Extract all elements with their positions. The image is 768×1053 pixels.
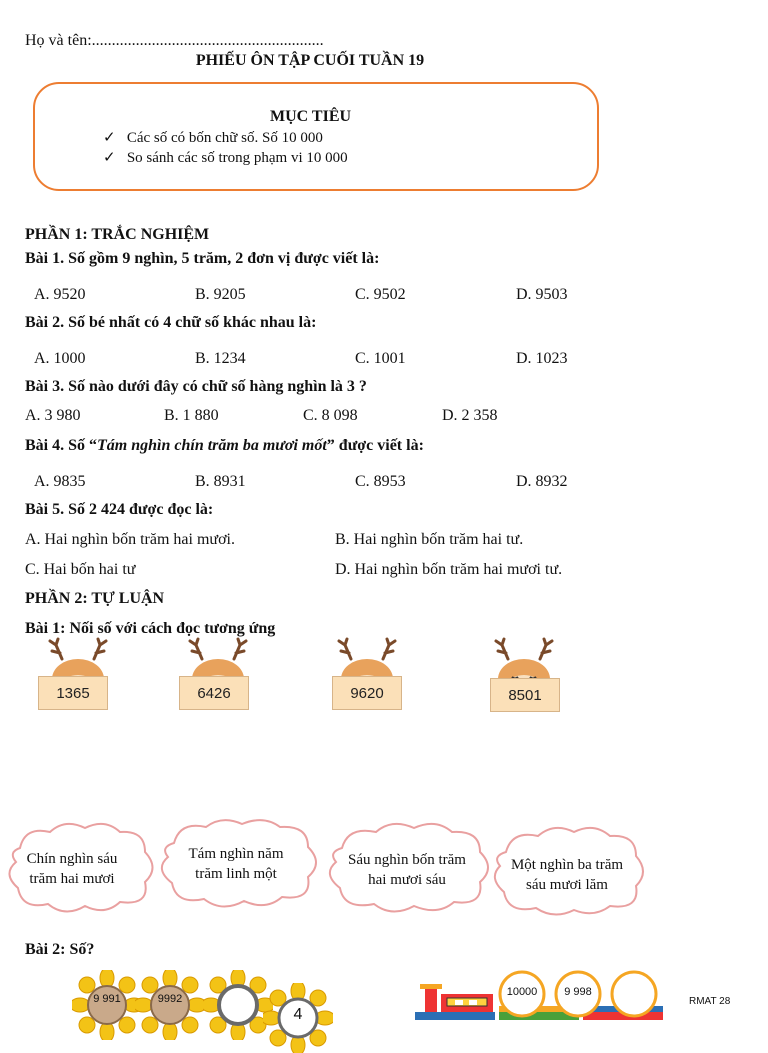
check-icon: ✓ bbox=[103, 150, 116, 166]
q2-option-b: B. 1234 bbox=[195, 350, 246, 367]
reading-line: Chín nghìn sáu bbox=[26, 851, 118, 867]
q4-text-italic: Tám nghìn chín trăm ba mươi mốt bbox=[97, 437, 327, 454]
train-car-value-2: 9 998 bbox=[564, 986, 592, 998]
q4-option-b: B. 8931 bbox=[195, 473, 246, 490]
q3-option-d: D. 2 358 bbox=[442, 407, 498, 424]
question-4 bbox=[25, 437, 424, 455]
q4-text-before: Bài 4. Số “ bbox=[25, 437, 98, 454]
reading-card-3[interactable] bbox=[332, 850, 482, 890]
question-5: Bài 5. Số 2 424 được đọc là: bbox=[25, 501, 214, 518]
name-line: Họ và tên:.......................................................... bbox=[25, 32, 324, 49]
q1-option-b: B. 9205 bbox=[195, 286, 246, 303]
goals-heading: MỤC TIÊU bbox=[270, 108, 352, 125]
number-card-1[interactable]: 1365 bbox=[38, 676, 108, 710]
q2-option-a: A. 1000 bbox=[34, 350, 86, 367]
q1-option-c: C. 9502 bbox=[355, 286, 406, 303]
q5-option-c: C. Hai bốn hai tư bbox=[25, 561, 136, 578]
footer-code: RMAT 28 bbox=[689, 996, 731, 1007]
reading-card-1[interactable] bbox=[8, 849, 136, 889]
q2-option-c: C. 1001 bbox=[355, 350, 406, 367]
q5-option-d: D. Hai nghìn bốn trăm hai mươi tư. bbox=[335, 561, 563, 578]
check-icon: ✓ bbox=[103, 130, 116, 146]
train-car-value-1: 10000 bbox=[506, 986, 538, 998]
flower-value-1: 9 991 bbox=[93, 993, 121, 1005]
question-3: Bài 3. Số nào dưới đây có chữ số hàng nghìn là 3 ? bbox=[25, 378, 367, 395]
sunflower-icon bbox=[135, 970, 205, 1040]
reading-line: sáu mươi lăm bbox=[526, 877, 608, 893]
q4-option-a: A. 9835 bbox=[34, 473, 86, 490]
reading-line: Tám nghìn năm bbox=[188, 846, 284, 862]
q3-option-b: B. 1 880 bbox=[164, 407, 219, 424]
q3-option-c: C. 8 098 bbox=[303, 407, 358, 424]
question-2: Bài 2. Số bé nhất có 4 chữ số khác nhau là: bbox=[25, 314, 317, 331]
reading-card-2[interactable] bbox=[172, 844, 300, 884]
reading-line: Một nghìn ba trăm bbox=[510, 857, 624, 873]
number-card-2[interactable]: 6426 bbox=[179, 676, 249, 710]
part1-title: PHẦN 1: TRẮC NGHIỆM bbox=[25, 226, 210, 243]
sunflower-icon bbox=[72, 970, 142, 1040]
reading-line: trăm hai mươi bbox=[29, 871, 115, 887]
number-card-3[interactable]: 9620 bbox=[332, 676, 402, 710]
exercise-2-title: Bài 2: Số? bbox=[25, 941, 95, 958]
q4-option-c: C. 8953 bbox=[355, 473, 406, 490]
reading-line: hai mươi sáu bbox=[368, 872, 446, 888]
number-card-4[interactable]: 8501 bbox=[490, 678, 560, 712]
q4-option-d: D. 8932 bbox=[516, 473, 568, 490]
q3-option-a: A. 3 980 bbox=[25, 407, 81, 424]
goal-item-label: Các số có bốn chữ số. Số 10 000 bbox=[126, 130, 323, 146]
goal-item-1 bbox=[103, 128, 323, 147]
question-1: Bài 1. Số gồm 9 nghìn, 5 trăm, 2 đơn vị được viết là: bbox=[25, 250, 380, 267]
exercise-1-title: Bài 1: Nối số với cách đọc tương ứng bbox=[25, 620, 276, 637]
goal-item-label: So sánh các số trong phạm vi 10 000 bbox=[126, 150, 348, 166]
reading-line: Sáu nghìn bốn trăm bbox=[348, 852, 466, 868]
q5-option-a: A. Hai nghìn bốn trăm hai mươi. bbox=[25, 531, 235, 548]
part2-title: PHẦN 2: TỰ LUẬN bbox=[25, 590, 165, 607]
reading-card-4[interactable] bbox=[496, 855, 638, 895]
q5-option-b: B. Hai nghìn bốn trăm hai tư. bbox=[335, 531, 524, 548]
goal-item-2 bbox=[103, 148, 348, 167]
reading-line: trăm linh một bbox=[195, 866, 277, 882]
flower-value-2: 9992 bbox=[157, 993, 183, 1005]
q1-option-a: A. 9520 bbox=[34, 286, 86, 303]
flower-value-4: 4 bbox=[293, 1006, 303, 1023]
train-car-circle[interactable] bbox=[609, 970, 659, 1020]
page-title: PHIẾU ÔN TẬP CUỐI TUẦN 19 bbox=[195, 52, 425, 69]
q1-option-d: D. 9503 bbox=[516, 286, 568, 303]
q4-text-after: ” được viết là: bbox=[326, 437, 424, 454]
q2-option-d: D. 1023 bbox=[516, 350, 568, 367]
